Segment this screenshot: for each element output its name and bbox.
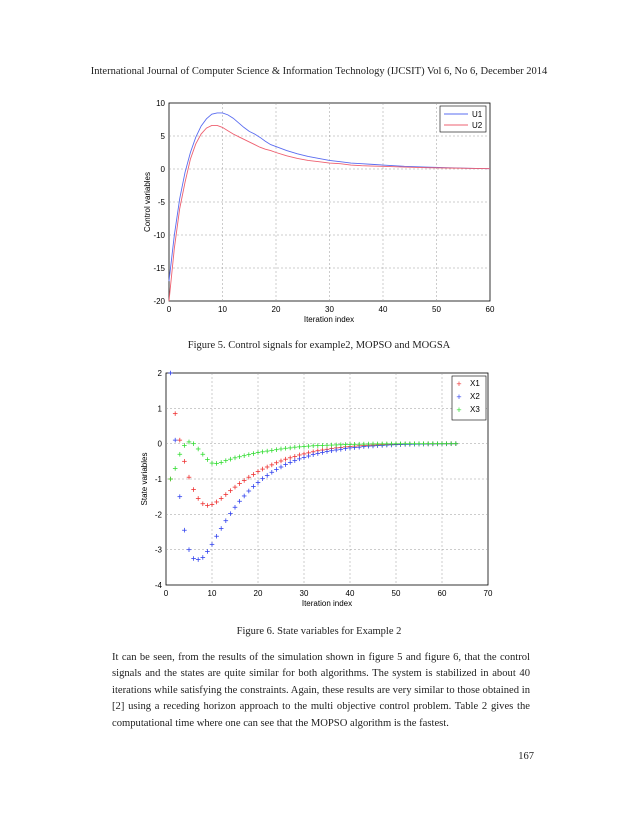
y-tick-label: 1 bbox=[157, 404, 162, 414]
legend-marker-x2: + bbox=[456, 392, 462, 402]
x-tick-label: 20 bbox=[271, 305, 281, 314]
legend-label-x3: X3 bbox=[470, 405, 480, 414]
y-tick-label: 10 bbox=[156, 99, 165, 108]
x-tick-label: 40 bbox=[345, 589, 355, 598]
figure-5-caption: Figure 5. Control signals for example2, MOPSO and MOGSA bbox=[187, 340, 451, 351]
y-tick-label: -20 bbox=[153, 297, 165, 306]
x-axis-label: Iteration index bbox=[303, 315, 355, 324]
y-tick-label: 5 bbox=[160, 132, 165, 141]
figure-6-caption: Figure 6. State variables for Example 2 bbox=[236, 626, 402, 637]
y-tick-label: 0 bbox=[160, 165, 165, 174]
y-tick-label: 2 bbox=[157, 369, 162, 378]
x-tick-label: 60 bbox=[437, 589, 447, 598]
journal-header: International Journal of Computer Science & Information Technology (IJCSIT) Vol 6, No 6, December 2014 bbox=[90, 66, 548, 77]
x-tick-label: 10 bbox=[207, 589, 217, 598]
legend-label-u2: U2 bbox=[472, 121, 483, 130]
y-axis-label: Control variables bbox=[143, 171, 152, 233]
y-tick-label: 0 bbox=[157, 439, 162, 449]
x-tick-label: 20 bbox=[253, 589, 263, 598]
x-axis-label: Iteration index bbox=[301, 599, 353, 608]
legend bbox=[452, 376, 486, 420]
y-tick-label: -1 bbox=[154, 475, 162, 484]
x-tick-label: 0 bbox=[166, 305, 172, 314]
legend bbox=[440, 106, 486, 132]
legend-label-u1: U1 bbox=[472, 110, 483, 119]
x-tick-label: 40 bbox=[378, 305, 388, 314]
y-tick-label: -15 bbox=[153, 264, 165, 273]
x-tick-label: 0 bbox=[163, 589, 169, 598]
legend-marker-x1: + bbox=[456, 379, 462, 389]
x-tick-label: 50 bbox=[432, 305, 441, 314]
y-tick-label: -10 bbox=[153, 231, 165, 240]
legend-label-x2: X2 bbox=[470, 392, 480, 401]
legend-marker-x3: + bbox=[456, 405, 462, 415]
figure-5-chart bbox=[0, 0, 638, 340]
y-tick-label: -5 bbox=[157, 198, 165, 207]
body-paragraph: It can be seen, from the results of the simulation shown in figure 5 and figure 6, that the control signals and the states are quite similar for both algorithms. The system is stabilized in about 40 iterations while satisfying the constraints. Again, these results are very similar to those obtained in [2] using a receding horizon approach to the multi objective control problem. Table 2 gives the computational time where one can see that the MOPSO algorithm is the fastest. bbox=[112, 652, 530, 729]
y-tick-label: -3 bbox=[154, 545, 162, 555]
legend-label-x1: X1 bbox=[470, 379, 480, 388]
x-tick-label: 60 bbox=[485, 305, 495, 314]
x-tick-label: 70 bbox=[483, 589, 493, 598]
x-tick-label: 50 bbox=[391, 589, 401, 598]
x-tick-label: 10 bbox=[218, 305, 227, 314]
page-number: 167 bbox=[518, 751, 534, 762]
figure-6-chart bbox=[0, 360, 638, 620]
y-tick-label: -4 bbox=[154, 581, 162, 590]
y-tick-label: -2 bbox=[154, 510, 162, 520]
y-axis-label: State variables bbox=[140, 452, 149, 506]
x-tick-label: 30 bbox=[299, 589, 309, 598]
x-tick-label: 30 bbox=[325, 305, 334, 314]
